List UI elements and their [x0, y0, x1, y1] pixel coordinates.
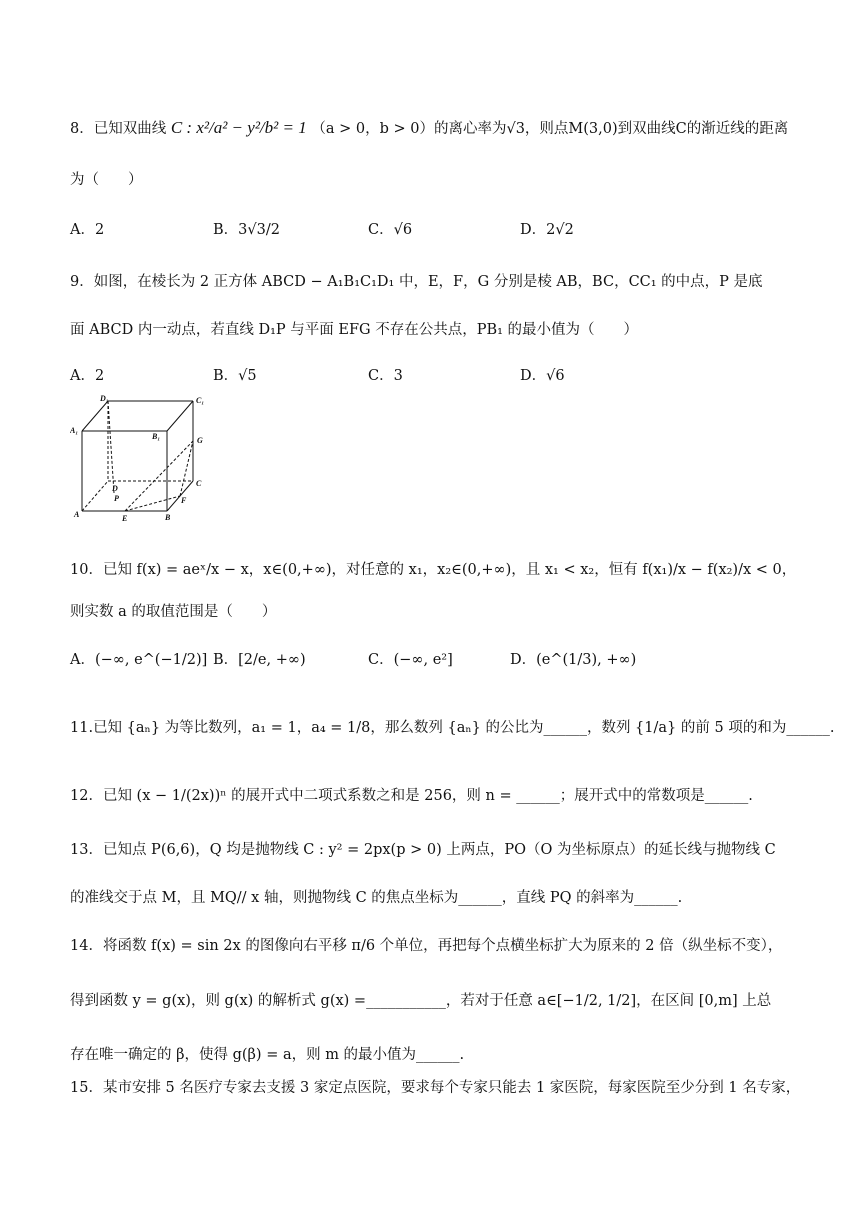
question-12	[70, 784, 753, 805]
option-d: D．2√2	[520, 222, 574, 238]
hyperbola-equation: C : x²/a² − y²/b² = 1	[170, 118, 307, 137]
question-text: 为（ ）	[70, 172, 143, 188]
question-text: 将函数 f(x) = sin 2x 的图像向右平移 π/6 个单位，再把每个点横坐标扩大为原来的 2 倍（纵坐标不变），	[102, 938, 783, 954]
option-c: C．(−∞, e²]	[368, 652, 453, 668]
question-14-line3	[70, 1043, 464, 1064]
option-c: C．√6	[368, 222, 413, 238]
question-11	[70, 716, 834, 737]
option-b: B．3√3/2	[213, 222, 280, 238]
question-8-line2	[70, 168, 143, 189]
label-e: E	[122, 514, 128, 523]
option-d: D．√6	[520, 368, 565, 384]
question-text: 则实数 a 的取值范围是（ ）	[70, 604, 277, 620]
question-8-line1	[70, 117, 788, 138]
label-d1: D₁	[100, 394, 109, 403]
label-d: D	[112, 484, 118, 493]
question-number: 8．	[70, 121, 94, 137]
option-c: C．3	[368, 368, 403, 384]
question-number: 13．	[70, 842, 103, 858]
option-a: A．2	[70, 368, 105, 384]
label-c: C	[196, 479, 202, 488]
cube-figure	[70, 393, 220, 528]
question-text: 已知双曲线	[93, 121, 167, 137]
question-number: 11.	[70, 720, 94, 736]
question-14-line1	[70, 934, 782, 955]
question-text: 的离心率为√3，则点M(3,0)到双曲线C的渐近线的距离	[433, 121, 789, 137]
question-number: 9．	[70, 274, 94, 290]
option-b: B．√5	[213, 368, 257, 384]
question-number: 15．	[70, 1080, 103, 1096]
question-text: 已知 f(x) = aeˣ/x − x，x∈(0,+∞)，对任意的 x₁，x₂∈(0,+∞)，且 x₁ < x₂，恒有 f(x₁)/x − f(x₂)/x < 0，	[102, 562, 797, 578]
question-number: 12．	[70, 788, 103, 804]
question-text: 某市安排 5 名医疗专家去支援 3 家定点医院，要求每个专家只能去 1 家医院，每家医院至少分到 1 名专家，	[102, 1080, 801, 1096]
question-text: 已知 {aₙ} 为等比数列，a₁ = 1，a₄ = 1/8，那么数列 {aₙ} 的公比为______，数列 {1/a} 的前 5 项的和为______.	[93, 720, 835, 736]
question-number: 14．	[70, 938, 103, 954]
label-g: G	[197, 436, 203, 445]
question-text: 如图，在棱长为 2 正方体 ABCD − A₁B₁C₁D₁ 中，E，F，G 分别是棱 AB，BC，CC₁ 的中点，P 是底	[93, 274, 763, 290]
option-d: D．(e^(1/3), +∞)	[510, 652, 637, 668]
condition-text: （a > 0，b > 0）	[311, 121, 434, 137]
question-text: 已知点 P(6,6)，Q 均是抛物线 C : y² = 2px(p > 0) 上两点，PO（O 为坐标原点）的延长线与抛物线 C	[102, 842, 776, 858]
question-14-line2	[70, 989, 771, 1010]
question-text: 面 ABCD 内一动点，若直线 D₁P 与平面 EFG 不存在公共点，PB₁ 的最小值为（ ）	[70, 322, 639, 338]
label-f: F	[181, 496, 187, 505]
question-10-line1	[70, 558, 796, 579]
question-13-line1	[70, 838, 776, 859]
label-b: B	[165, 513, 171, 522]
option-a: A．2	[70, 222, 105, 238]
question-15	[70, 1076, 800, 1097]
question-10-line2	[70, 600, 276, 621]
question-13-line2	[70, 886, 682, 907]
label-p: P	[114, 494, 119, 503]
question-text: 已知 (x − 1/(2x))ⁿ 的展开式中二项式系数之和是 256，则 n = ______；展开式中的常数项是______.	[102, 788, 753, 804]
label-a: A	[74, 510, 80, 519]
question-9-line2	[70, 318, 638, 339]
label-a1: A₁	[70, 426, 79, 435]
question-text: 得到函数 y = g(x)，则 g(x) 的解析式 g(x) =___________，若对于任意 a∈[−1/2, 1/2]，在区间 [0,m] 上总	[70, 993, 772, 1009]
question-text: 的准线交于点 M，且 MQ// x 轴，则抛物线 C 的焦点坐标为______，直线 PQ 的斜率为______.	[70, 890, 683, 906]
question-9-line1	[70, 270, 763, 291]
question-text: 存在唯一确定的 β，使得 g(β) = a，则 m 的最小值为______.	[70, 1047, 465, 1063]
option-b: B．[2/e, +∞)	[213, 652, 306, 668]
option-a: A．(−∞, e^(−1/2)]	[70, 652, 208, 668]
label-c1: C₁	[196, 396, 205, 405]
label-b1: B₁	[152, 432, 161, 441]
question-number: 10．	[70, 562, 103, 578]
